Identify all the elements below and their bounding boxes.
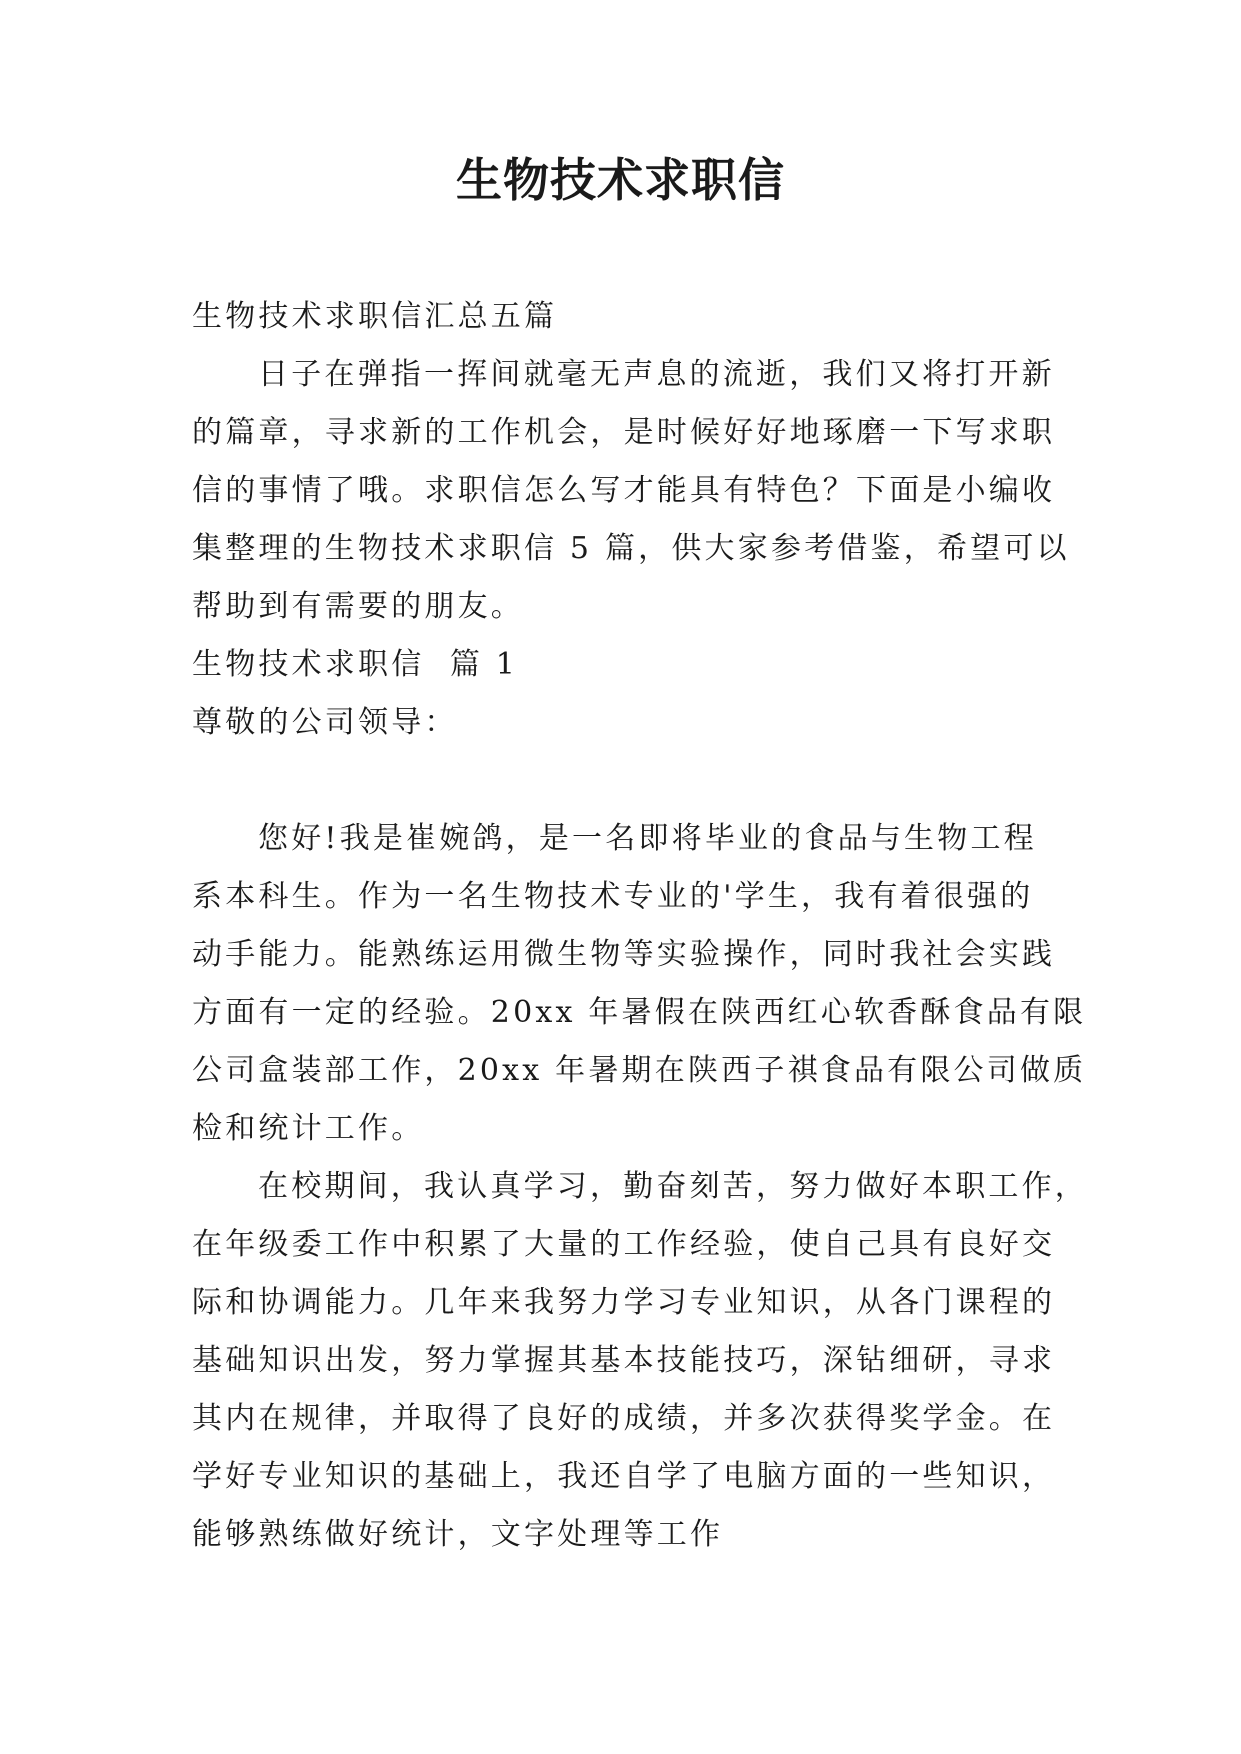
paragraph-line: 动手能力。能熟练运用微生物等实验操作，同时我社会实践	[192, 937, 1056, 972]
subtitle-line: 生物技术求职信汇总五篇	[192, 299, 558, 334]
document-body	[192, 288, 1088, 1564]
paragraph-line: 在年级委工作中积累了大量的工作经验，使自己具有良好交	[192, 1227, 1056, 1262]
paragraph-line: 在校期间，我认真学习，勤奋刻苦，努力做好本职工作，	[258, 1169, 1088, 1204]
section-heading: 生物技术求职信 篇 1	[192, 647, 519, 682]
paragraph-line: 基础知识出发，努力掌握其基本技能技巧，深钻细研，寻求	[192, 1343, 1056, 1378]
paragraph-line: 学好专业知识的基础上，我还自学了电脑方面的一些知识，	[192, 1459, 1056, 1494]
paragraph-line: 际和协调能力。几年来我努力学习专业知识，从各门课程的	[192, 1285, 1056, 1320]
paragraph-line: 系本科生。作为一名生物技术专业的'学生，我有着很强的	[192, 879, 1034, 914]
paragraph-line: 检和统计工作。	[192, 1111, 425, 1146]
paragraph-line: 公司盒装部工作，20xx 年暑期在陕西子祺食品有限公司做质	[192, 1053, 1087, 1088]
paragraph-line: 能够熟练做好统计，文字处理等工作	[192, 1517, 724, 1552]
document-title: 生物技术求职信	[456, 153, 785, 207]
paragraph-line: 方面有一定的经验。20xx 年暑假在陕西红心软香酥食品有限	[192, 995, 1087, 1030]
paragraph-line: 其内在规律，并取得了良好的成绩，并多次获得奖学金。在	[192, 1401, 1056, 1436]
intro-line: 的篇章，寻求新的工作机会，是时候好好地琢磨一下写求职	[192, 415, 1056, 450]
intro-line: 日子在弹指一挥间就毫无声息的流逝，我们又将打开新	[258, 357, 1055, 392]
intro-line: 信的事情了哦。求职信怎么写才能具有特色？下面是小编收	[192, 473, 1056, 508]
blank-line	[192, 752, 1072, 810]
intro-line: 集整理的生物技术求职信 5 篇，供大家参考借鉴，希望可以	[192, 531, 1070, 566]
paragraph-line: 您好!我是崔婉鸽，是一名即将毕业的食品与生物工程	[258, 821, 1037, 856]
salutation: 尊敬的公司领导：	[192, 705, 458, 740]
intro-line: 帮助到有需要的朋友。	[192, 589, 524, 624]
